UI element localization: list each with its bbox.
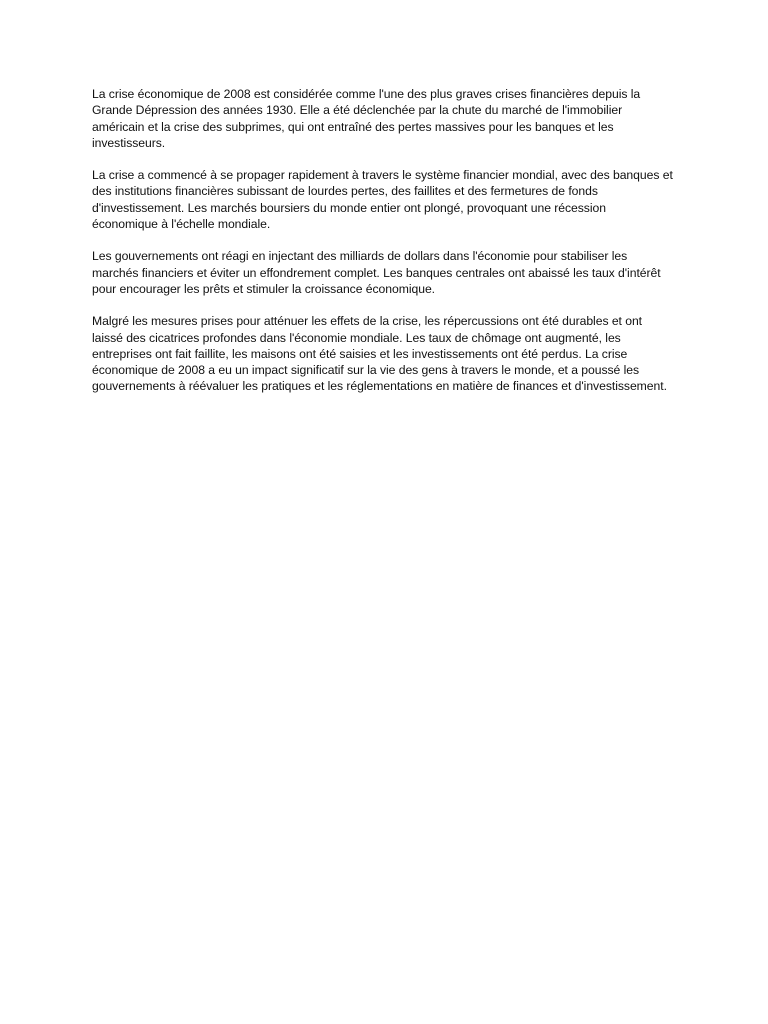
- paragraph-2: La crise a commencé à se propager rapidement à travers le système financier mondial, avec des banques et des institutions financières subissant de lourdes pertes, des faillites et des fermetures de fonds d'investissement. Les marchés boursiers du monde entier ont plongé, provoquant une récession économique à l'échelle mondiale.: [92, 168, 673, 232]
- paragraph-4: Malgré les mesures prises pour atténuer les effets de la crise, les répercussions ont été durables et ont laissé des cicatrices profondes dans l'économie mondiale. Les taux de chômage ont augmenté, les entreprises ont fait faillite, les maisons ont été saisies et les investissements ont été perdus. La crise économique de 2008 a eu un impact significatif sur la vie des gens à travers le monde, et a poussé les gouvernements à réévaluer les pratiques et les réglementations en matière de finances et d'investissement.: [92, 314, 667, 394]
- paragraph-1: La crise économique de 2008 est considérée comme l'une des plus graves crises financières depuis la Grande Dépression des années 1930. Elle a été déclenchée par la chute du marché de l'immobilier américain et la crise des subprimes, qui ont entraîné des pertes massives pour les banques et les investisseurs.: [92, 87, 641, 150]
- paragraph-3: Les gouvernements ont réagi en injectant des milliards de dollars dans l'économie pour stabiliser les marchés financiers et éviter un effondrement complet. Les banques centrales ont abaissé les taux d'intérêt pour encourager les prêts et stimuler la croissance économique.: [92, 249, 661, 296]
